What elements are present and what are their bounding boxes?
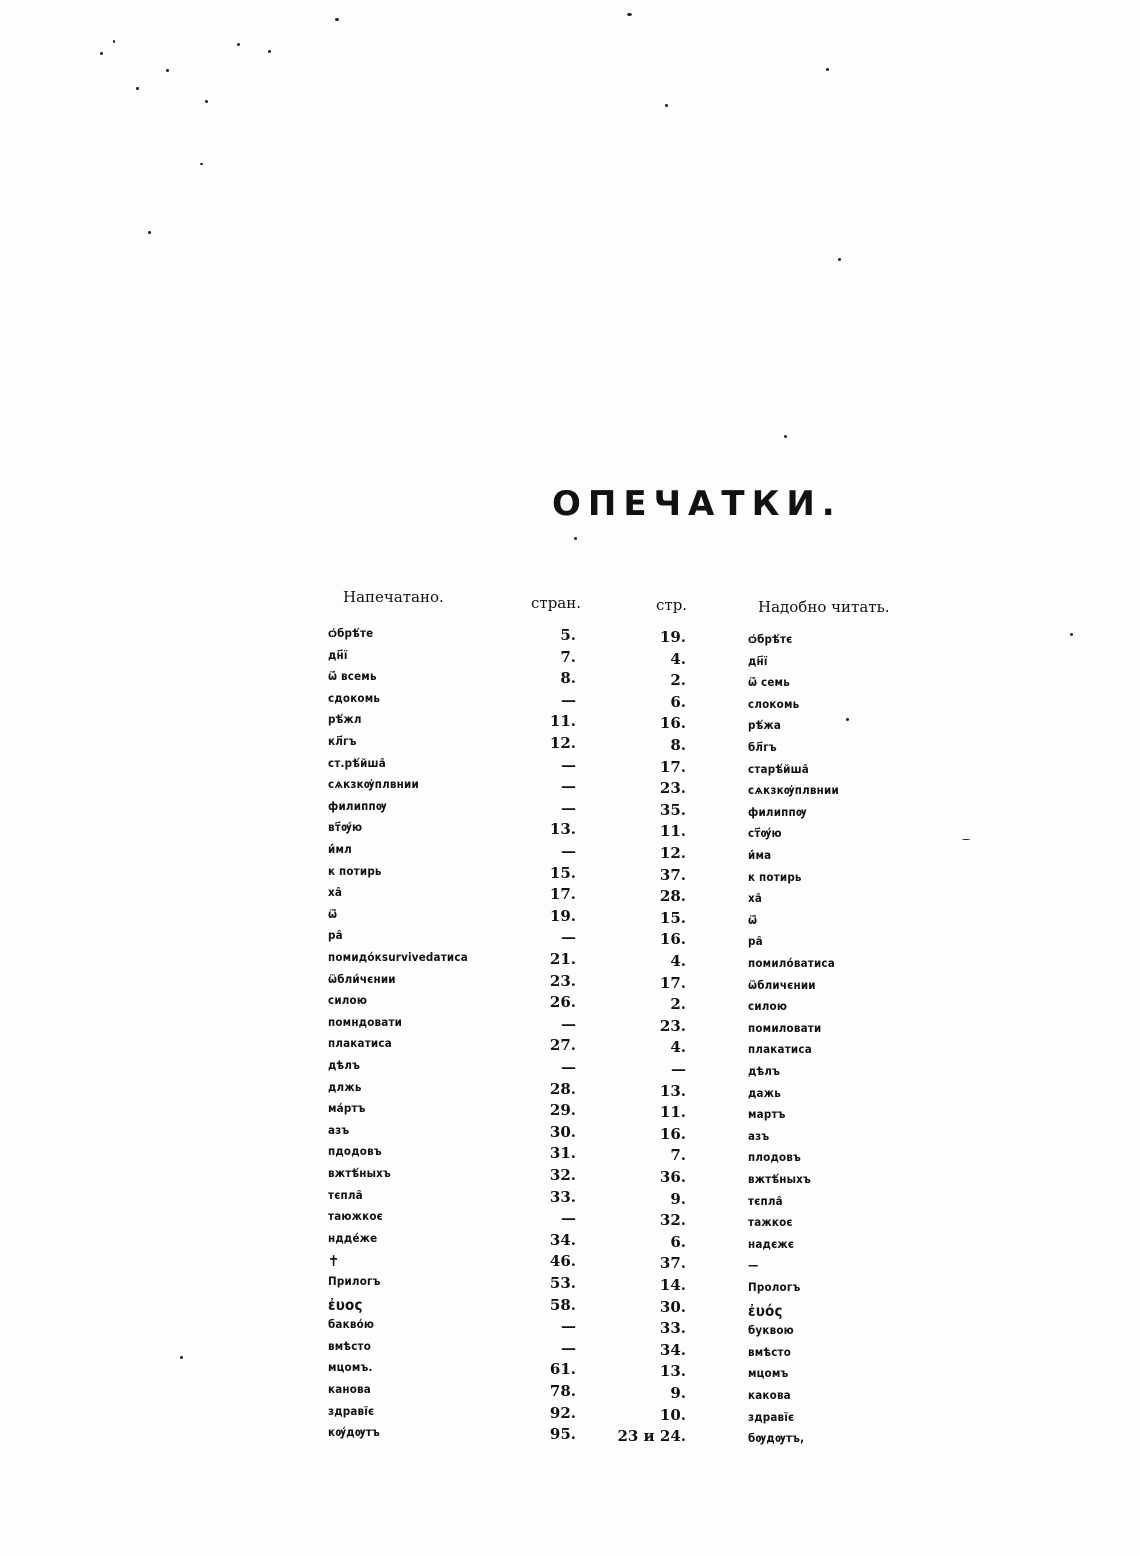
line-number: 37. bbox=[659, 1254, 686, 1273]
correct-reading: старѣ́йша̑ bbox=[748, 761, 809, 776]
correct-reading: вмѣсто bbox=[748, 1344, 792, 1359]
page-number: — bbox=[561, 777, 576, 796]
correct-reading: ра̑ bbox=[748, 934, 763, 949]
errata-row bbox=[0, 1404, 1140, 1425]
header-read: Надобно читать. bbox=[758, 598, 890, 616]
errata-row bbox=[0, 691, 1140, 712]
printed-text: помндовати bbox=[328, 1014, 403, 1029]
correct-reading: ѿбличєнии bbox=[748, 977, 816, 992]
header-line: стр. bbox=[656, 596, 688, 614]
printed-text: ст.рѣ́йша̑ bbox=[328, 755, 386, 770]
errata-row bbox=[0, 1425, 1140, 1446]
printed-text: азъ bbox=[328, 1122, 350, 1137]
errata-row bbox=[0, 928, 1140, 949]
header-printed: Напечатано. bbox=[343, 588, 444, 606]
line-number: 15. bbox=[659, 908, 686, 927]
line-number: 16. bbox=[659, 1124, 686, 1143]
printed-text: ма́ртъ bbox=[328, 1101, 366, 1116]
page-number: 11. bbox=[549, 712, 576, 731]
page-number: 33. bbox=[549, 1187, 576, 1206]
correct-reading: надєжє bbox=[748, 1236, 795, 1251]
print-speck bbox=[237, 43, 240, 46]
page-number: 28. bbox=[549, 1079, 576, 1098]
page-number: 29. bbox=[549, 1101, 576, 1120]
errata-row bbox=[0, 712, 1140, 733]
correct-reading: помиловати bbox=[748, 1020, 822, 1035]
page-number: — bbox=[561, 755, 576, 774]
printed-text: ндде́же bbox=[328, 1230, 378, 1245]
errata-row bbox=[0, 1209, 1140, 1230]
printed-text: здравїє bbox=[328, 1403, 375, 1418]
page-number: 17. bbox=[549, 885, 576, 904]
printed-text: плакатиса bbox=[328, 1036, 392, 1051]
page-title: ОПЕЧАТКИ. bbox=[552, 484, 842, 524]
printed-text: кѹ́дѹтъ bbox=[328, 1425, 380, 1440]
printed-text: тєпла̑ bbox=[328, 1187, 363, 1202]
printed-text: ѻ҆брѣ́те bbox=[328, 626, 374, 640]
page-number: 27. bbox=[549, 1036, 576, 1055]
line-number: 23. bbox=[659, 779, 686, 798]
errata-row bbox=[0, 907, 1140, 928]
correct-reading: азъ bbox=[748, 1128, 770, 1143]
errata-row bbox=[0, 1123, 1140, 1144]
page-number: 5. bbox=[560, 626, 576, 644]
page-number: 12. bbox=[549, 734, 576, 752]
correct-reading: тєпла̑ bbox=[748, 1193, 783, 1208]
correct-reading: какова bbox=[748, 1388, 791, 1402]
line-number: 36. bbox=[659, 1168, 686, 1186]
printed-text: вжтѣ́ныхъ bbox=[328, 1166, 392, 1180]
page-number: — bbox=[561, 1317, 576, 1336]
print-speck bbox=[166, 69, 169, 72]
correct-reading: филиппѹ bbox=[748, 804, 807, 819]
errata-row bbox=[0, 1274, 1140, 1295]
page-number: — bbox=[561, 690, 576, 709]
errata-row bbox=[0, 777, 1140, 798]
page-number: 19. bbox=[549, 906, 576, 925]
correct-reading: ѻ҆брѣ́тє bbox=[748, 632, 793, 646]
correct-reading: дн҃ї bbox=[748, 653, 768, 668]
errata-row bbox=[0, 820, 1140, 841]
page-number: 23. bbox=[549, 971, 576, 990]
errata-row bbox=[0, 669, 1140, 690]
print-speck bbox=[627, 13, 632, 16]
errata-row bbox=[0, 864, 1140, 885]
printed-text: вт҃ѹ́ю bbox=[328, 820, 363, 835]
line-number: 2. bbox=[670, 995, 686, 1014]
line-number: 8. bbox=[670, 736, 686, 754]
header-page: стран. bbox=[531, 594, 582, 612]
errata-row bbox=[0, 1317, 1140, 1338]
correct-reading: дѣлъ bbox=[748, 1064, 781, 1078]
print-speck bbox=[136, 87, 139, 90]
printed-text: Прилогъ bbox=[328, 1274, 381, 1288]
printed-text: ѿбли́чєнии bbox=[328, 971, 396, 986]
correct-reading: плодовъ bbox=[748, 1150, 802, 1165]
errata-row bbox=[0, 1101, 1140, 1122]
line-number: 33. bbox=[659, 1319, 686, 1338]
correct-reading: силою bbox=[748, 999, 788, 1014]
print-speck bbox=[100, 52, 103, 55]
line-number: 17. bbox=[659, 973, 686, 992]
page-number: 95. bbox=[549, 1425, 576, 1444]
line-number: 11. bbox=[659, 822, 686, 841]
page-number: — bbox=[561, 1338, 576, 1357]
page-number: 78. bbox=[549, 1382, 576, 1400]
line-number: 9. bbox=[670, 1189, 686, 1208]
errata-row bbox=[0, 842, 1140, 863]
print-speck bbox=[665, 104, 668, 107]
printed-text: канова bbox=[328, 1382, 371, 1396]
printed-text: бакво́ю bbox=[328, 1317, 375, 1332]
correct-reading: — bbox=[748, 1258, 759, 1273]
line-number: 32. bbox=[659, 1211, 686, 1230]
correct-reading: помило́ватиса bbox=[748, 956, 835, 970]
correct-reading: к потирь bbox=[748, 869, 802, 884]
line-number: 14. bbox=[659, 1276, 686, 1294]
correct-reading: плакатиса bbox=[748, 1042, 812, 1057]
page-number: 32. bbox=[549, 1166, 576, 1184]
errata-row bbox=[0, 799, 1140, 820]
errata-row bbox=[0, 734, 1140, 755]
errata-row bbox=[0, 1166, 1140, 1187]
line-number: 28. bbox=[659, 887, 686, 906]
printed-text: мцомъ. bbox=[328, 1360, 373, 1375]
printed-text: таюжкоє bbox=[328, 1209, 383, 1224]
errata-row bbox=[0, 1231, 1140, 1252]
line-number: 6. bbox=[670, 1232, 686, 1251]
printed-text: дн҃ї bbox=[328, 647, 348, 662]
printed-text: ѿ҆ всемь bbox=[328, 669, 377, 684]
errata-row bbox=[0, 1295, 1140, 1320]
printed-text: ѿ̑ bbox=[328, 906, 338, 921]
page-number: — bbox=[561, 928, 576, 947]
page-number: 30. bbox=[549, 1122, 576, 1141]
printed-text: ἐυος bbox=[328, 1295, 363, 1314]
errata-row bbox=[0, 626, 1140, 647]
errata-row bbox=[0, 1339, 1140, 1360]
page-number: — bbox=[561, 798, 576, 817]
page-number: 92. bbox=[549, 1403, 576, 1422]
page-number: 8. bbox=[560, 669, 576, 688]
page-number: 26. bbox=[549, 993, 576, 1012]
line-number: 23 и 24. bbox=[617, 1427, 686, 1446]
line-number: 4. bbox=[670, 1038, 686, 1057]
errata-row bbox=[0, 1360, 1140, 1381]
printed-text: филиппѹ bbox=[328, 798, 387, 813]
line-number: 4. bbox=[670, 649, 686, 668]
line-number: 34. bbox=[659, 1340, 686, 1359]
line-number: — bbox=[671, 1060, 686, 1078]
print-speck bbox=[838, 258, 841, 261]
page-number: — bbox=[561, 842, 576, 860]
errata-row bbox=[0, 1144, 1140, 1165]
page-number: — bbox=[561, 1058, 576, 1076]
line-number: 2. bbox=[670, 671, 686, 690]
errata-row bbox=[0, 950, 1140, 971]
page-number: 46. bbox=[549, 1252, 576, 1271]
correct-reading: Прологъ bbox=[748, 1280, 801, 1294]
line-number: 17. bbox=[659, 757, 686, 776]
correct-reading: ѿ҆ семь bbox=[748, 675, 790, 690]
print-speck bbox=[826, 68, 829, 71]
line-number: 13. bbox=[659, 1081, 686, 1100]
errata-row bbox=[0, 1252, 1140, 1273]
page-number: 61. bbox=[549, 1360, 576, 1379]
page-number: 58. bbox=[549, 1295, 576, 1314]
line-number: 30. bbox=[659, 1297, 686, 1316]
line-number: 13. bbox=[659, 1362, 686, 1381]
correct-reading: бл҃гъ bbox=[748, 740, 777, 754]
line-number: 16. bbox=[659, 714, 686, 733]
errata-row bbox=[0, 972, 1140, 993]
errata-row bbox=[0, 1188, 1140, 1209]
correct-reading: вжтѣ́ныхъ bbox=[748, 1172, 812, 1186]
errata-row bbox=[0, 1036, 1140, 1057]
line-number: 10. bbox=[659, 1405, 686, 1424]
page-number: — bbox=[561, 1014, 576, 1033]
errata-row bbox=[0, 648, 1140, 669]
printed-text: и҆́мл bbox=[328, 842, 352, 856]
printed-text: ра̑ bbox=[328, 928, 343, 943]
print-speck bbox=[200, 163, 203, 165]
printed-text: длжь bbox=[328, 1079, 362, 1094]
printed-text: силою bbox=[328, 993, 368, 1008]
line-number: 12. bbox=[659, 844, 686, 862]
printed-text: сѧкзкѹ҆плвнии bbox=[328, 777, 419, 792]
printed-text: пдодовъ bbox=[328, 1144, 382, 1159]
correct-reading: буквою bbox=[748, 1323, 794, 1338]
correct-reading: слокомь bbox=[748, 696, 800, 711]
errata-row bbox=[0, 885, 1140, 906]
printed-text: рѣ́жл bbox=[328, 712, 362, 727]
correct-reading: и҆́ма bbox=[748, 848, 772, 862]
printed-text: к потирь bbox=[328, 863, 382, 878]
line-number: 7. bbox=[670, 1146, 686, 1165]
printed-text: кл҃гъ bbox=[328, 734, 357, 748]
printed-text: вмѣсто bbox=[328, 1338, 372, 1353]
print-speck bbox=[335, 18, 339, 21]
printed-text: дѣлъ bbox=[328, 1058, 361, 1072]
line-number: 35. bbox=[659, 800, 686, 819]
errata-row bbox=[0, 1382, 1140, 1403]
correct-reading: здравїє bbox=[748, 1409, 795, 1424]
page-number: 34. bbox=[549, 1230, 576, 1249]
correct-reading: ἐυός bbox=[748, 1301, 783, 1320]
print-speck bbox=[268, 50, 271, 53]
correct-reading: ха̑ bbox=[748, 891, 763, 906]
printed-text: сдокомь bbox=[328, 690, 381, 705]
correct-reading: сѧкзкѹ҆плвнии bbox=[748, 783, 839, 798]
page-number: — bbox=[561, 1209, 576, 1228]
page-number: 13. bbox=[549, 820, 576, 839]
errata-row bbox=[0, 1080, 1140, 1101]
page-number: 7. bbox=[560, 647, 576, 666]
correct-reading: мцомъ bbox=[748, 1366, 789, 1381]
line-number: 19. bbox=[659, 628, 686, 646]
print-speck bbox=[113, 40, 115, 43]
line-number: 16. bbox=[659, 930, 686, 949]
correct-reading: мартъ bbox=[748, 1107, 786, 1122]
correct-reading: дажь bbox=[748, 1085, 781, 1100]
line-number: 23. bbox=[659, 1016, 686, 1035]
page-number: 31. bbox=[549, 1144, 576, 1163]
correct-reading: рѣ́жа bbox=[748, 718, 782, 733]
page-number: 21. bbox=[549, 950, 576, 968]
errata-row bbox=[0, 1058, 1140, 1079]
line-number: 9. bbox=[670, 1384, 686, 1402]
print-speck bbox=[784, 435, 787, 438]
line-number: 4. bbox=[670, 952, 686, 970]
printed-text: ха̑ bbox=[328, 885, 343, 900]
correct-reading: ст҃ѹ́ю bbox=[748, 826, 782, 841]
page-number: 15. bbox=[549, 863, 576, 882]
page-number: 53. bbox=[549, 1274, 576, 1292]
errata-row bbox=[0, 993, 1140, 1014]
correct-reading: ѿ̑ bbox=[748, 912, 758, 927]
correct-reading: бѹдѹтъ, bbox=[748, 1431, 805, 1446]
printed-text: ✝ bbox=[328, 1252, 340, 1271]
line-number: 37. bbox=[659, 865, 686, 884]
printed-text: помидо́кsurvivedатиса bbox=[328, 950, 468, 964]
print-speck bbox=[205, 100, 208, 103]
errata-row bbox=[0, 756, 1140, 777]
print-speck bbox=[574, 537, 577, 540]
line-number: 6. bbox=[670, 692, 686, 711]
print-speck bbox=[148, 231, 151, 234]
correct-reading: тажкоє bbox=[748, 1215, 793, 1230]
line-number: 11. bbox=[659, 1103, 686, 1122]
errata-row bbox=[0, 1015, 1140, 1036]
